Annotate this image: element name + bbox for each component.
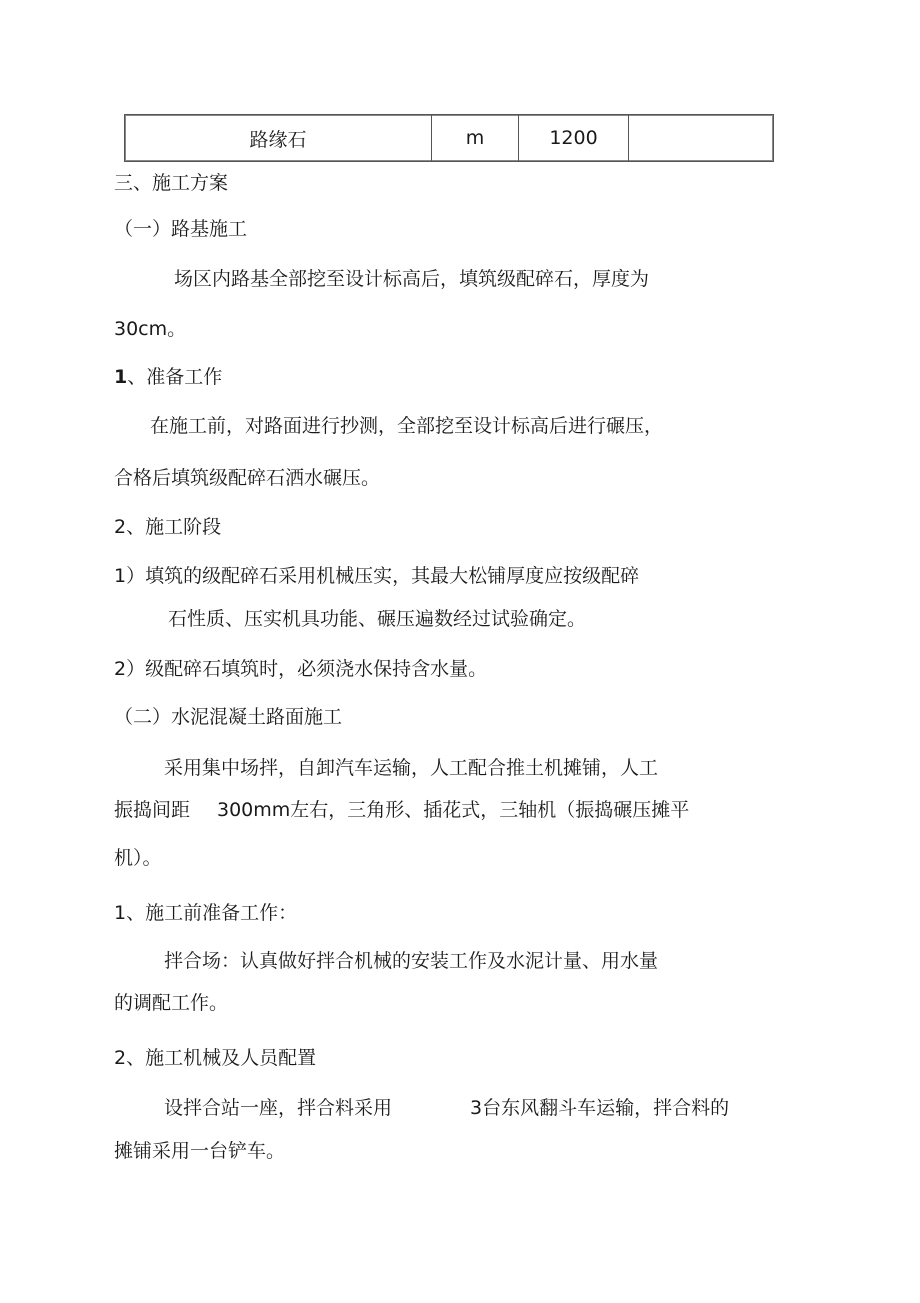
heading-pre-construction: 1、施工前准备工作： [114, 902, 298, 924]
table-cell-remark [629, 115, 773, 161]
paragraph-line-b: 3台东风翻斗车运输，拌合料的 [470, 1097, 730, 1119]
heading-machines: 2、施工机械及人员配置 [114, 1047, 317, 1069]
table-cell-name: 路缘石 [125, 115, 432, 161]
paragraph-line: 拌合场：认真做好拌合机械的安装工作及水泥计量、用水量 [164, 950, 659, 972]
paragraph-line-a: 振捣间距 [114, 799, 191, 821]
subsection-title-concrete: （二）水泥混凝土路面施工 [114, 706, 343, 728]
heading-preparation [114, 364, 222, 390]
paragraph-line: 30cm。 [114, 318, 187, 340]
paragraph-line-b: 300mm左右，三角形、插花式，三轴机（振捣碾压摊平 [217, 799, 690, 821]
paragraph-line: 的调配工作。 [114, 992, 229, 1014]
list-item-continuation: 石性质、压实机具功能、碾压遍数经过试验确定。 [168, 608, 587, 630]
paragraph-line: 摊铺采用一台铲车。 [114, 1140, 286, 1162]
subsection-title-roadbed: （一）路基施工 [114, 218, 248, 240]
heading-text: 、准备工作 [127, 366, 223, 388]
paragraph-line: 采用集中场拌，自卸汽车运输，人工配合推土机摊铺，人工 [164, 757, 659, 779]
list-item: 2）级配碎石填筑时，必须浇水保持含水量。 [114, 658, 488, 680]
paragraph-line: 在施工前，对路面进行抄测，全部挖至设计标高后进行碾压， [150, 415, 664, 437]
paragraph-line: 机）。 [114, 847, 162, 869]
table-cell-quantity: 1200 [519, 115, 629, 161]
section-title: 三、施工方案 [114, 172, 229, 194]
heading-stage: 2、施工阶段 [114, 516, 222, 538]
paragraph-line: 场区内路基全部挖至设计标高后，填筑级配碎石，厚度为 [174, 268, 650, 290]
list-item: 1）填筑的级配碎石采用机械压实，其最大松铺厚度应按级配碎 [114, 565, 640, 587]
heading-number: 1 [114, 366, 128, 388]
paragraph-line: 合格后填筑级配碎石洒水碾压。 [114, 467, 381, 489]
table-cell-unit: m [432, 115, 519, 161]
quantity-table-row [124, 114, 774, 162]
paragraph-line-a: 设拌合站一座，拌合料采用 [164, 1097, 393, 1119]
